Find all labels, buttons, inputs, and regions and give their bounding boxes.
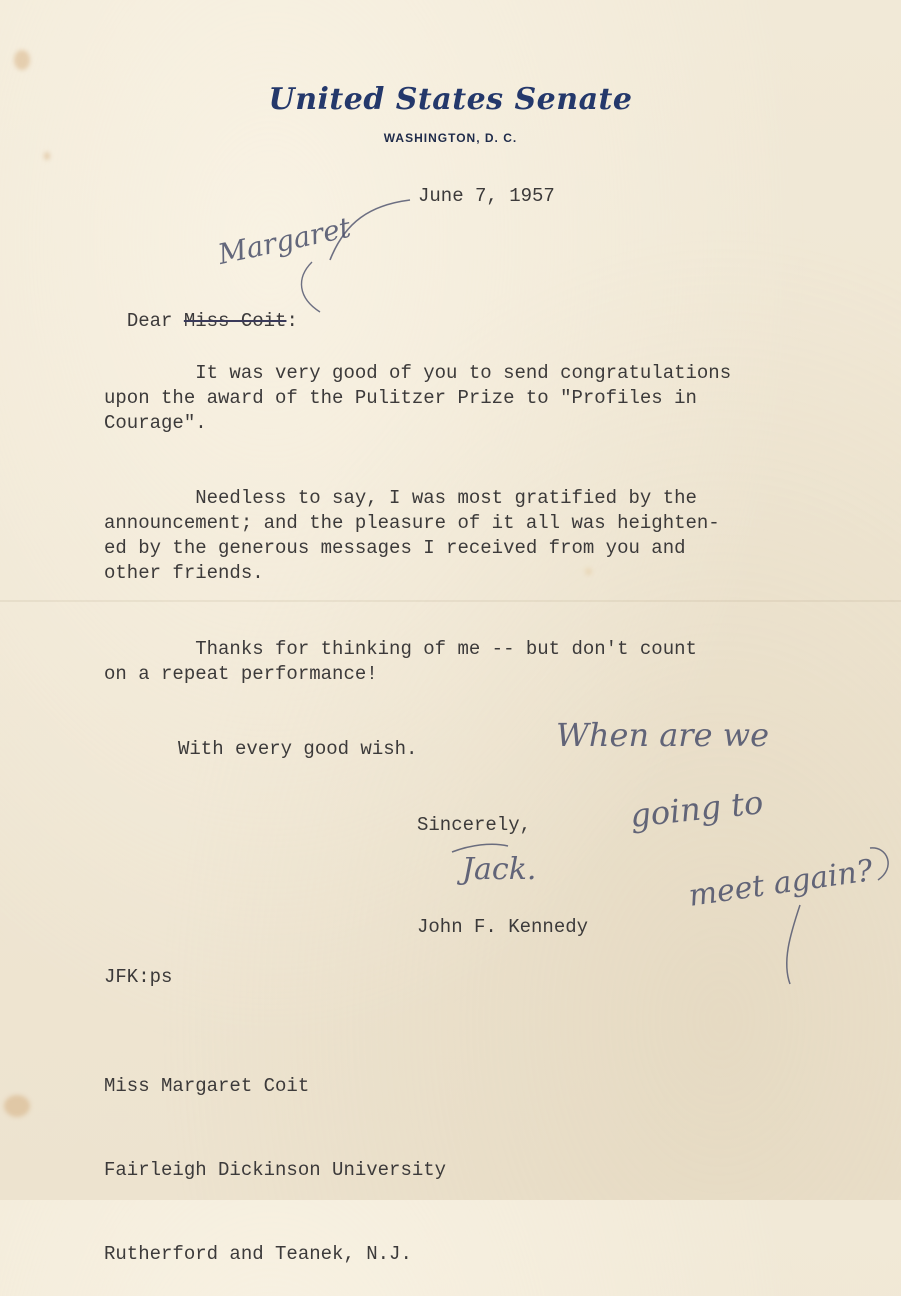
reference-initials: JFK:ps [104, 966, 173, 988]
body-paragraph-2: Needless to say, I was most gratified by the announcement; and the pleasure of it all was heighten- ed by the generous messages I received from you and other friends. [104, 487, 720, 584]
salutation-struck-name: Miss Coit [183, 310, 287, 332]
address-line-3: Rutherford and Teanek, N.J. [104, 1243, 412, 1265]
signature-ink-stroke [452, 844, 508, 852]
handwritten-note-line-2: going to [628, 783, 765, 835]
body-paragraph-1: It was very good of you to send congratulations upon the award of the Pulitzer Prize to "Profiles in Courage". [104, 362, 732, 434]
handwritten-salutation-name: Margaret [215, 210, 354, 271]
paper-stain [14, 50, 30, 70]
paper-fold-line [0, 600, 901, 602]
address-line-2: Fairleigh Dickinson University [104, 1159, 447, 1181]
handwritten-signature: Jack. [462, 852, 537, 887]
salutation [104, 284, 298, 334]
paper-stain [44, 152, 50, 160]
letterhead [0, 82, 901, 145]
paper-stain [4, 1095, 30, 1117]
body-paragraph-3: Thanks for thinking of me -- but don't count on a repeat performance! [104, 638, 697, 685]
letterhead-location: WASHINGTON, D. C. [383, 131, 518, 145]
recipient-address [104, 1016, 446, 1296]
address-line-1: Miss Margaret Coit [104, 1075, 310, 1097]
salutation-suffix: : [286, 310, 298, 332]
handwritten-note-line-3: meet again? [686, 853, 876, 914]
closing-wish: With every good wish. [178, 738, 418, 760]
handwritten-note-line-1: When are we [556, 716, 770, 754]
letterhead-title: United States Senate [268, 82, 633, 117]
letter-date: June 7, 1957 [418, 185, 555, 207]
closing-sincerely: Sincerely, [417, 814, 532, 836]
note-ink-tail [787, 905, 800, 984]
signer-name: John F. Kennedy [417, 916, 589, 938]
salutation-ink-paren [302, 262, 320, 312]
salutation-prefix: Dear [126, 310, 184, 332]
